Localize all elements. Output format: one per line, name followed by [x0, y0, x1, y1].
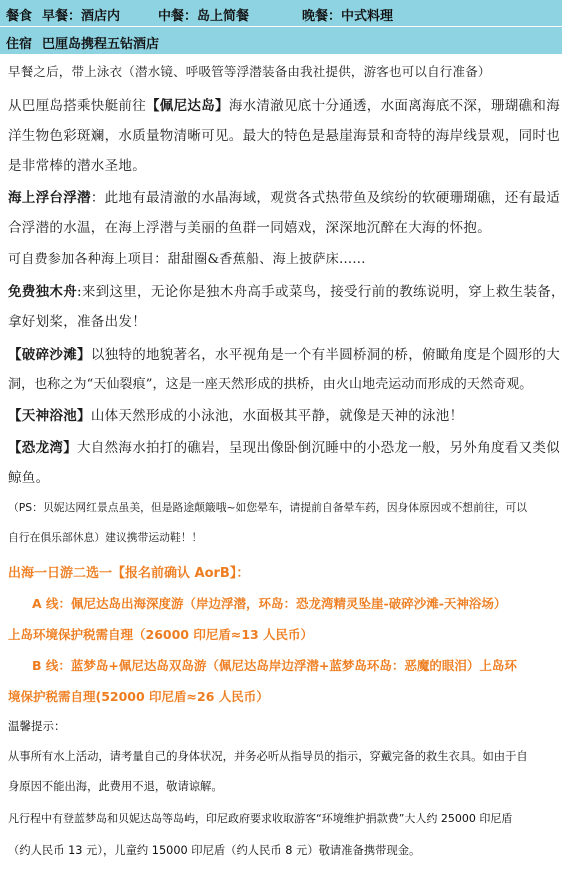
tip-1-line-2: 身原因不能出海，此费用不退，敬请谅解。 — [8, 780, 223, 793]
intro-paragraph: 早餐之后，带上泳衣（潜水镜、呼吸管等浮潜装备由我社提供，游客也可以自行准备） — [8, 64, 491, 79]
dinosaur-bay-line-1 — [8, 436, 560, 456]
meals-header-bar — [0, 0, 562, 26]
platform-snorkel-line-2: 合浮潜的水温，在海上浮潜与美丽的鱼群一同嬉戏，深深地沉醉在大海的怀抱。 — [8, 220, 491, 236]
tour-option-a-line-1: A 线：佩尼达岛出海深度游（岸边浮潜，环岛：恐龙湾精灵坠崖-破碎沙滩-天神浴场） — [32, 596, 507, 611]
platform-snorkel-title: 海上浮台浮潜 — [8, 190, 91, 206]
tips-title: 温馨提示： — [8, 719, 66, 733]
text: :来到这里，无论你是独木舟高手或菜鸟，接受行前的教练说明，穿上救生装备， — [77, 284, 565, 300]
broken-beach-line-2: 洞，也称之为“天仙裂痕”，这是一座天然形成的拱桥，由火山地壳运动而形成的天然奇观。 — [8, 377, 533, 392]
tip-2-line-2: （约人民币 13 元），儿童约 15000 印尼盾（约人民币 8 元）敬请准备携带现金。 — [8, 844, 421, 857]
text: 山体天然形成的小泳池，水面极其平静，就像是天神的泳池！ — [90, 408, 464, 424]
ps-note-line-2: 自行在俱乐部休息）建议携带运动鞋！！ — [8, 531, 203, 544]
tour-option-b-line-2: 境保护税需自理(52000 印尼盾≈26 人民币） — [8, 689, 269, 704]
breakfast-info: 早餐：酒店内 — [42, 9, 121, 24]
dinosaur-bay-title: 【恐龙湾】 — [8, 440, 77, 456]
penida-paragraph-line-3: 是非常棒的潜水圣地。 — [8, 158, 146, 174]
penida-paragraph-line-2: 洋生物色彩斑斓，水质量物清晰可见。最大的特色是悬崖海景和奇特的海岸线景观，同时也 — [8, 128, 560, 144]
optional-activities: 可自费参加各种海上项目：甜甜圈&香蕉船、海上披萨床...... — [8, 252, 366, 267]
angels-billabong-line — [8, 404, 463, 424]
hotel-name: 巴厘岛携程五钻酒店 — [42, 37, 160, 52]
dinner-info: 晚餐：中式料理 — [302, 9, 394, 24]
angels-billabong-title: 【天神浴池】 — [8, 408, 91, 424]
meals-label: 餐食 — [6, 9, 33, 24]
penida-island-name: 【佩尼达岛】 — [146, 98, 229, 114]
text: ：此地有最清澈的水晶海域，观赏各式热带鱼及缤纷的软硬珊瑚礁，还有最适 — [90, 190, 561, 206]
kayak-line-2: 拿好划桨，准备出发！ — [8, 314, 146, 330]
stay-header-bar — [0, 27, 562, 54]
tip-2-line-1: 凡行程中有登蓝梦岛和贝妮达岛等岛屿，印尼政府要求收取游客“环境维护捐款费”大人约 25000 印尼盾 — [8, 812, 513, 825]
ps-note-line-1: （PS：贝妮达网红景点虽美，但是路途颠簸哦~如您晕车，请提前自备晕车药，因身体原因或不想前往，可以 — [8, 501, 528, 514]
dinosaur-bay-line-2: 鲸鱼。 — [8, 470, 50, 486]
broken-beach-line-1 — [8, 343, 560, 363]
text: 海水清澈见底十分通透，水面离海底不深，珊瑚礁和海 — [228, 98, 561, 114]
tour-option-a-line-2: 上岛环境保护税需自理（26000 印尼盾≈13 人民币） — [8, 627, 314, 642]
kayak-line-1 — [8, 280, 565, 300]
tour-options-title: 出海一日游二选一【报名前确认 AorB】： — [8, 566, 250, 581]
platform-snorkel-line-1 — [8, 186, 560, 206]
broken-beach-title: 【破碎沙滩】 — [8, 347, 91, 363]
kayak-title: 免费独木舟 — [8, 284, 77, 300]
text: 以独特的地貌著名，水平视角是一个有半圆桥洞的桥，俯瞰角度是个圆形的大 — [90, 347, 561, 363]
text: 从巴厘岛搭乘快艇前往 — [8, 98, 146, 114]
stay-label: 住宿 — [6, 37, 33, 52]
tip-1-line-1: 从事所有水上活动，请考量自己的身体状况，并务必听从指导员的指示，穿戴完备的救生衣具。如由于自 — [8, 750, 528, 763]
lunch-info: 中餐：岛上简餐 — [158, 9, 250, 24]
tour-option-b-line-1: B 线：蓝梦岛+佩尼达岛双岛游（佩尼达岛岸边浮潜+蓝梦岛环岛：恶魔的眼泪）上岛环 — [32, 658, 517, 673]
penida-paragraph-line-1 — [8, 94, 560, 114]
text: 大自然海水拍打的礁岩，呈现出像卧倒沉睡中的小恐龙一般，另外角度看又类似 — [77, 440, 560, 456]
